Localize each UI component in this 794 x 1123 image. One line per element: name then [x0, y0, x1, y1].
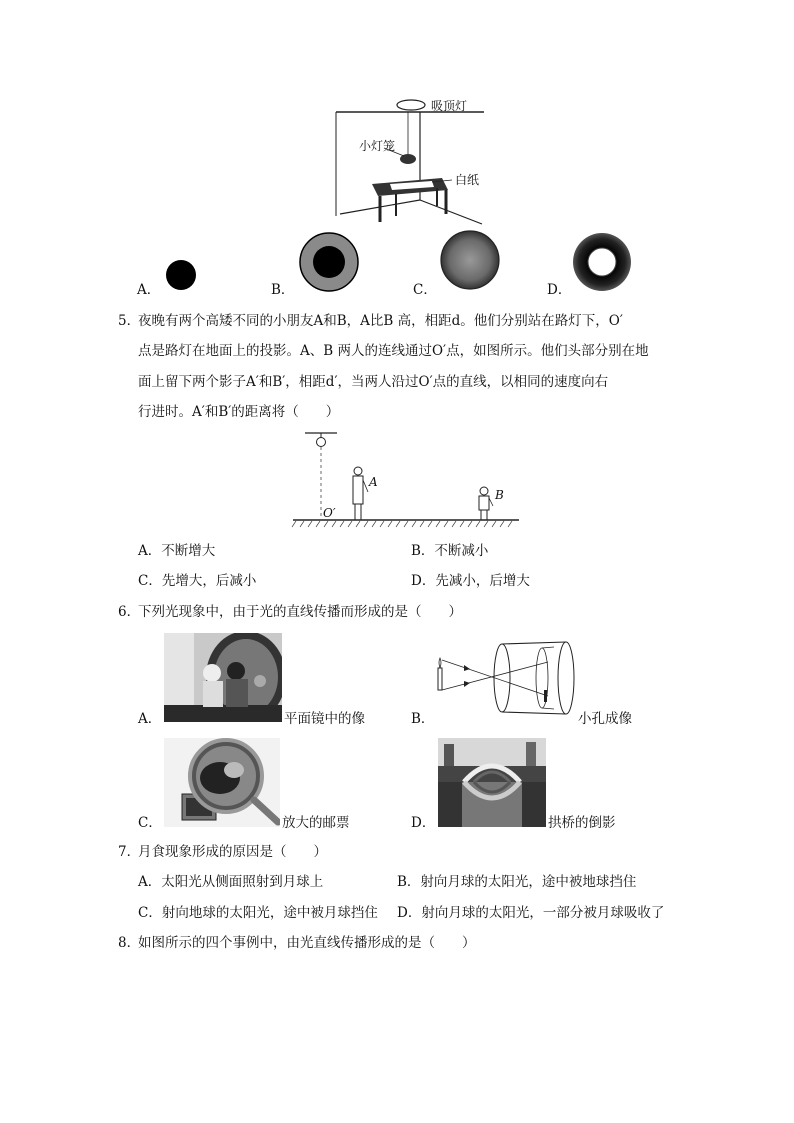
q6-number: 6．	[118, 604, 141, 620]
q4-option-b-letter: B．	[271, 282, 295, 298]
q4-option-a-letter: A．	[137, 282, 161, 298]
q7-option-b: B．射向月球的太阳光，途中被地球挡住	[397, 874, 637, 890]
q7-number: 7．	[118, 844, 141, 860]
q5-stem-line-1: 夜晚有两个高矮不同的小朋友A和B，A比B 高，相距d。他们分别站在路灯下，O′	[138, 313, 623, 329]
q4-option-c-letter: C．	[413, 282, 437, 298]
q6-option-c-letter: C．	[138, 815, 162, 831]
q6-option-b-letter: B．	[411, 711, 435, 727]
q5-stem-line-4: 行进时。A′和B′的距离将（ ）	[138, 404, 340, 420]
q7-option-a: A．太阳光从侧面照射到月球上	[138, 874, 324, 890]
label-paper: 白纸	[455, 173, 480, 187]
q6-option-c-caption: 放大的邮票	[282, 815, 350, 831]
q5-fig-label-b: B	[495, 488, 504, 502]
q5-option-d: D．先减小，后增大	[411, 573, 530, 589]
q7-option-d: D．射向月球的太阳光，一部分被月球吸收了	[397, 905, 665, 921]
q8-stem: 如图所示的四个事例中，由光直线传播形成的是（ ）	[138, 935, 476, 951]
q7-stem: 月食现象形成的原因是（ ）	[138, 844, 327, 860]
label-lantern: 小灯笼	[359, 139, 396, 153]
q5-option-b: B．不断减小	[411, 543, 489, 559]
q8-number: 8．	[118, 935, 141, 951]
q5-option-a: A．不断增大	[138, 543, 216, 559]
q6-option-d-photo	[438, 738, 546, 827]
q6-option-d-letter: D．	[411, 815, 436, 831]
q6-option-a-caption: 平面镜中的像	[284, 711, 365, 727]
q5-streetlamp-figure	[0, 0, 794, 540]
q6-option-a-letter: A．	[138, 711, 162, 727]
q6-option-b-caption: 小孔成像	[578, 711, 632, 727]
q6-option-b-pinhole-drawing	[430, 636, 580, 726]
q5-stem-line-3: 面上留下两个影子A′和B′，相距d′，当两人沿过O′点的直线，以相同的速度向右	[138, 374, 609, 390]
q6-option-a-photo	[164, 633, 282, 722]
q6-option-c-photo	[164, 738, 280, 827]
label-ceiling-lamp: 吸顶灯	[431, 99, 468, 113]
q6-stem: 下列光现象中，由于光的直线传播而形成的是（ ）	[138, 604, 462, 620]
q5-fig-label-a: A	[369, 475, 378, 489]
q5-number: 5．	[118, 313, 141, 329]
q5-option-c: C．先增大，后减小	[138, 573, 257, 589]
q4-option-d-letter: D．	[547, 282, 572, 298]
q5-fig-label-o: O′	[323, 506, 336, 520]
q7-option-c: C．射向地球的太阳光，途中被月球挡住	[138, 905, 378, 921]
q6-option-d-caption: 拱桥的倒影	[548, 815, 616, 831]
q5-stem-line-2: 点是路灯在地面上的投影。A、B 两人的连线通过O′点，如图所示。他们头部分别在地	[138, 343, 649, 359]
